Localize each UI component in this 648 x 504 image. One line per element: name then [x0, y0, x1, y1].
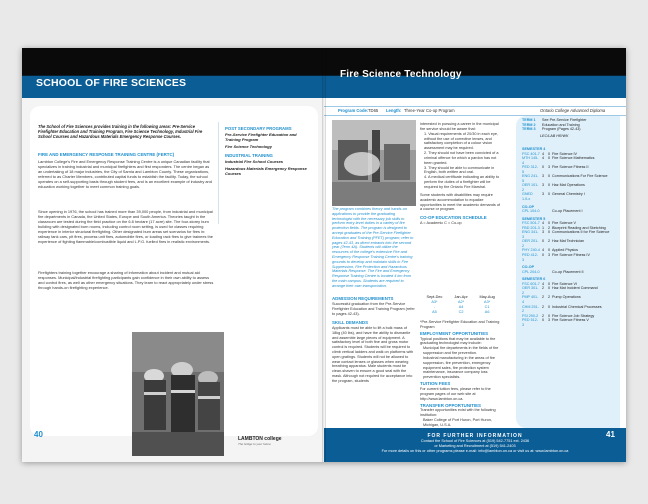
course-title: Co-op Placement I	[552, 209, 583, 214]
disabilities-note: Some students with disabilities may require academic accommodation to equalize opportunities to meet the academic demands of a course or program.	[420, 192, 500, 212]
term-text: Education and Training	[542, 122, 580, 127]
sidebar-item: Industrial Fire School Courses	[225, 159, 284, 165]
lecture-hours: 3	[541, 183, 545, 188]
lab-hours: 0	[547, 221, 551, 226]
lab-hours: 0	[547, 281, 551, 286]
schedule-note: *Pre-Service Firefighter Education and Training Program	[420, 320, 500, 329]
schedule-row	[420, 300, 501, 305]
course-title: Fire Science Mathematics	[552, 156, 595, 161]
left-page	[22, 48, 324, 462]
term-label: TERM 3	[522, 127, 536, 132]
course-code: CPL 104-0	[522, 209, 540, 214]
semester-heading: CO-OP	[522, 265, 535, 270]
schedule-cell: C1	[484, 304, 490, 309]
term-label: TERM 1	[522, 118, 536, 122]
schedule-cell: A6	[484, 309, 490, 314]
lab-hours: 0	[547, 313, 551, 318]
admission-heading: ADMISSION REQUIREMENTS	[332, 296, 394, 301]
hours-column-label: LEC/LAB HR/WK	[540, 133, 569, 138]
program-title: Fire Science Technology	[340, 69, 462, 80]
schedule-cell: A2*	[458, 300, 465, 305]
footer-info	[324, 428, 626, 462]
course-code: PED 412-3	[522, 253, 538, 262]
course-row	[522, 230, 620, 239]
requirement-item: 2. They should not have been convicted of a criminal offence for which a pardon has not been granted.	[424, 151, 499, 165]
lecture-hours: 1	[541, 225, 545, 230]
skill-text: Applicants must be able to lift a bulk mass of 18kg (40 lbs), and have the ability to dismantle and assemble large pieces of equipment. A satisfactory level of both fine and gross motor control is required. Students will be required to climb vertical ladders and walk on platforms with open gratings. Students will not be allowed to wear contact lenses or glasses when wearing breathing apparatus. Male students must be clean-shaven to ensure a good seal with the mask. Although not required for acceptance into the program, students	[332, 326, 414, 383]
employment-item: Industrial manufacturing in the areas of fire suppression, fire prevention, emergency equipment sales, fire protection system maintenance, insurance company loss prevention specialists.	[423, 355, 495, 380]
college-logo	[238, 436, 282, 446]
lab-hours: 2	[547, 239, 551, 244]
employment-heading: EMPLOYMENT OPPORTUNITIES	[420, 330, 489, 336]
lab-hours: 3	[547, 165, 551, 170]
coop-heading: CO-OP EDUCATION SCHEDULE	[420, 215, 487, 221]
lab-hours: 3	[547, 318, 551, 323]
lab-hours: 0	[547, 248, 551, 253]
course-title: Fire Science Fitness II	[552, 165, 589, 170]
program-sidebar	[218, 122, 313, 224]
tuition-text: For current tuition fees, please refer to the program pages of our web site at http://www.lambton.on.ca.	[420, 386, 491, 401]
course-code: PED 512-3	[522, 318, 538, 327]
left-banner	[22, 48, 324, 98]
term-label: TERM 2	[522, 122, 536, 127]
course-row	[522, 295, 620, 304]
lecture-hours: 2	[541, 313, 545, 318]
lecture-hours: 2	[541, 304, 545, 309]
course-title: Haz Mat Operations	[552, 183, 585, 188]
transfer-item: Baker College of Port Huron, Port Huron, Michigan, U.S.A.	[423, 418, 493, 427]
credential: Ontario College Advanced Diploma	[540, 108, 606, 113]
fertc-paragraph-3: Firefighters training together encourage a sharing of information about incident and mutual aid responses. Municipal/industrial firefighting participants gain confidence in their own ability to assess and control fires, as well as other emergency situations. They learn to react appropriately under stress through hands-on firefighting experience.	[38, 270, 214, 290]
page-number-left: 40	[34, 430, 43, 439]
course-code: CHM 251-2	[522, 304, 539, 314]
semester-heading: SEMESTER 5	[522, 216, 546, 221]
course-code: FSI 290-2	[522, 313, 539, 318]
requirement-item: 1. Visual requirements of 20/30 in each eye, without the use of corrective lenses, and satisfactory completion of a colour vision assessment may be required.	[424, 131, 499, 151]
requirement-item: 4. A medical certificate indicating an ability to perform the duties of a firefighter will be required by the Ontario Fire Marshal.	[424, 175, 500, 189]
schedule-cell: A5	[432, 309, 437, 314]
schedule-header: Sept-Dec	[426, 295, 443, 300]
fertc-paragraph-2: Since opening in 1976, the school has trained more than 39,000 people, from industrial and municipal fire departments in Canada, the United States, Europe and South America. Theories taught in the classroom are tested during the field practice on the 6.8 hectare (17 acre) site. The four-storey burn building with designated burn rooms, including control room setting, is used for classes requiring experience in interior structural firefighting. Other designated burn areas set scenarios for fires in: railway tank cars, pit fires, process unit fires, automobile fires, or loading rack fires to give trainees the experience of fighting flammable/combustible liquid and L.P.G. fuelled fires in realistic environments.	[38, 209, 213, 244]
lab-hours: 2	[547, 225, 551, 230]
course-code: GNED 1.0-x	[522, 192, 533, 202]
lecture-hours: 4	[541, 221, 545, 226]
transfer-text: Transfer opportunities exist with the following institution:	[420, 408, 496, 418]
course-row	[522, 156, 620, 165]
course-row	[522, 192, 620, 201]
course-code: OER 301-2	[522, 286, 539, 295]
logo-tagline: The bridge to your future	[238, 442, 271, 446]
course-row	[522, 286, 620, 295]
course-code: ENG 341-3	[522, 230, 539, 239]
lab-hours: 2	[547, 295, 551, 300]
course-title: Fire Science V	[552, 221, 576, 226]
brochure-spread	[22, 48, 626, 462]
spine-shadow	[322, 48, 326, 462]
course-code: OER 101-2	[522, 183, 539, 192]
footer-email-web: For more details on this or other programs please e-mail: info@lambton.on.ca or visit us at: www.lambton.on.ca	[381, 449, 569, 453]
course-code: MTH 145-4	[522, 156, 539, 165]
course-title: Fire Science Fitness IV	[552, 253, 590, 258]
logo-name: LAMBTON college	[238, 436, 282, 442]
schedule-header: Jan-Apr	[454, 295, 468, 300]
schedule-row	[420, 309, 501, 314]
lecture-hours: 4	[541, 248, 545, 253]
program-code: TD65	[368, 108, 379, 113]
course-title: General Chemistry I	[552, 192, 585, 197]
coop-schedule-table	[420, 295, 501, 314]
firefighters-photo	[132, 332, 224, 456]
fire-training-illustration	[332, 120, 416, 206]
length-label: Length:	[386, 108, 402, 113]
lecture-hours: 0	[541, 318, 545, 323]
coop-schedule	[420, 295, 501, 314]
semester-heading: SEMESTER 6	[522, 277, 546, 282]
schedule-cell: A3*	[484, 300, 491, 305]
sidebar-heading-post-secondary: POST SECONDARY PROGRAMS	[225, 126, 292, 131]
page-title: SCHOOL OF FIRE SCIENCES	[36, 77, 187, 89]
course-title: Fire Science IV	[552, 151, 578, 156]
schedule-header: May-Aug	[479, 295, 495, 300]
course-title: Fire Science VI	[552, 281, 578, 286]
intro-text: The School of Fire Sciences provides training in the following areas: Pre-Service Firefighter Education and Training Program, Fire Science Technology, Industrial Fire School Courses and Hazardous Materials Emergency Response Courses.	[38, 124, 203, 140]
course-row	[522, 270, 620, 275]
admission-text: Successful graduation from the Pre-Service Firefighter Education and Training Program (refer to pages 42-43).	[332, 302, 415, 316]
sidebar-heading-industrial: INDUSTRIAL TRAINING	[225, 153, 273, 159]
course-title: Haz Mat Incident Command	[552, 286, 598, 291]
right-page	[324, 48, 626, 462]
course-code: FSC 501-7	[522, 221, 540, 226]
sidebar-item: Pre-Service Firefighter Education and Training Program	[225, 132, 297, 142]
lecture-hours: 2	[541, 295, 545, 300]
tuition-heading: TUITION FEES	[420, 381, 451, 387]
course-title: Pump Operations	[552, 295, 581, 300]
course-title: Fire Science Job Strategy	[552, 313, 595, 318]
program-code-label: Program Code:	[338, 108, 369, 113]
course-row	[522, 174, 620, 183]
lab-hours: 0	[547, 156, 551, 161]
footer-contact-line: Contact the School of Fire Sciences at (519) 542-7751 ext. 2436	[420, 439, 530, 443]
course-title: Applied Physics	[552, 248, 579, 253]
schedule-cell: A4	[458, 304, 464, 309]
course-code: FBD 201-3	[522, 225, 540, 230]
sidebar-item: Fire Science Technology	[225, 143, 272, 149]
footer-contact-line: or Marketing and Recruitment at (519) 541-2403	[434, 444, 516, 448]
lecture-hours: 2	[541, 286, 545, 291]
program-description: The program combines theory and hands-on applications to provide the graduating technologist with the necessary job skills to perform entry-level duties in a variety of fire protection fields. The program is designed to accept graduates of the Pre-Service Firefighter Education and Training (PFET) program; refer to pages 42-43, as direct entrants into the second year (Term 4A). Students will utilize the resources of the college's extensive Fire and Emergency Response Training Centre's training grounds to develop and maintain skills in Fire Suppression, Fire Protection and Hazardous Materials Response. The Fire and Emergency Response Training Centre is located 4 km from the main campus. Students are required to arrange their own transportation.	[332, 207, 414, 288]
schedule-cell: A3*	[431, 300, 438, 305]
semester-heading: SEMESTER 4	[522, 147, 546, 151]
employment-column	[420, 320, 502, 428]
course-title: Co-op Placement II	[552, 269, 584, 274]
program-length: Three-Year Co-op Program	[404, 108, 455, 113]
course-code: OER 201-2	[522, 239, 539, 248]
lab-hours: 0	[547, 230, 551, 235]
employment-item: Municipal fire departments in the fields of fire suppression and fire prevention.	[423, 346, 499, 356]
lecture-hours: 4	[541, 281, 545, 286]
lecture-hours: 0	[541, 253, 545, 258]
course-code: ENG 241-5	[522, 174, 539, 183]
course-code: FSC 401-7	[522, 151, 540, 156]
firefighters-illustration	[132, 332, 224, 456]
course-title: Communications II for Fire Science	[552, 230, 610, 235]
course-title: Fire Science Fitness V	[552, 318, 589, 323]
semester-heading: CO-OP	[522, 204, 535, 209]
employment-text: Typical positions that may be available to the graduating technologist may include:	[420, 336, 496, 346]
course-title: Communications For Fire Science	[552, 174, 608, 179]
footer-title: FOR FURTHER INFORMATION	[427, 433, 523, 439]
lab-hours: 0	[547, 174, 551, 179]
course-row	[522, 165, 620, 174]
coop-legend: A = Academic C = Co-op	[420, 221, 462, 226]
course-row	[522, 209, 620, 214]
municipal-note: interested in pursuing a career in the municipal fire service should be aware that:	[420, 122, 499, 131]
fertc-heading: FIRE AND EMERGENCY RESPONSE TRAINING CENTRE (FERTC)	[38, 152, 175, 157]
term-row	[522, 127, 620, 132]
term-text: Program (Pages 42-43)	[542, 127, 581, 132]
lecture-hours: 0	[541, 165, 545, 170]
requirement-item: 3. They should be able to communicate in English, both written and oral.	[424, 165, 495, 175]
program-info-bar	[324, 106, 626, 116]
course-row	[522, 253, 620, 262]
lab-hours: 0	[547, 151, 551, 156]
lab-hours: 0	[547, 192, 551, 197]
course-code: FSC 601-7	[522, 281, 540, 286]
lecture-hours: 4	[541, 151, 545, 156]
schedule-cell: -	[433, 304, 436, 309]
course-code: PED 312-5	[522, 165, 538, 174]
lecture-hours: 4	[541, 156, 545, 161]
skill-heading: SKILL DEMANDS	[332, 320, 369, 325]
course-row	[522, 318, 620, 327]
lab-hours: 0	[547, 183, 551, 188]
lab-hours: 0	[547, 286, 551, 291]
term-intro	[522, 118, 620, 138]
course-row	[522, 305, 620, 314]
term-text: See Pre-Service Firefighter	[542, 118, 587, 122]
semester-list	[522, 144, 620, 327]
lecture-hours: 3	[541, 174, 545, 179]
course-code: PMP 401-4	[522, 295, 539, 304]
lecture-hours: 0	[541, 239, 545, 244]
lecture-hours: 3	[541, 192, 545, 197]
course-title: Blueprint Reading and Sketching	[552, 225, 606, 230]
course-row	[522, 183, 620, 192]
fire-training-photo	[332, 120, 416, 206]
course-title: Industrial Chemical Processes	[552, 304, 602, 309]
schedule-header-row	[420, 295, 501, 300]
course-code: PHY 240-4	[522, 248, 540, 253]
schedule-cell: C2	[458, 309, 464, 314]
page-number-right: 41	[606, 430, 615, 439]
course-code: CPL 204-0	[522, 269, 540, 274]
requirements-column	[420, 122, 502, 226]
lab-hours: 0	[547, 304, 551, 309]
lecture-hours: 3	[541, 230, 545, 235]
course-title: Haz Mat Technician	[552, 239, 585, 244]
sidebar-item: Hazardous Materials Emergency Response Courses	[225, 166, 307, 176]
transfer-heading: TRANSFER OPPORTUNITIES	[420, 402, 481, 408]
right-banner	[324, 48, 626, 98]
course-row	[522, 239, 620, 248]
fertc-paragraph-1: Lambton College's Fire and Emergency Response Training Centre is a unique Canadian facility that specializes in training industrial and municipal firefighters and first responders. The centre began as an undertaking of 18 major industries, the City of Sarnia and Lambton County. These organizations, referred to as Charter Members, contributed capital funds to establish the facility. Today, the school operates on a self-supporting basis through student fees, and is an excellent example of industry and education working together to meet common training goals.	[38, 159, 212, 189]
lab-hours: 3	[547, 253, 551, 258]
